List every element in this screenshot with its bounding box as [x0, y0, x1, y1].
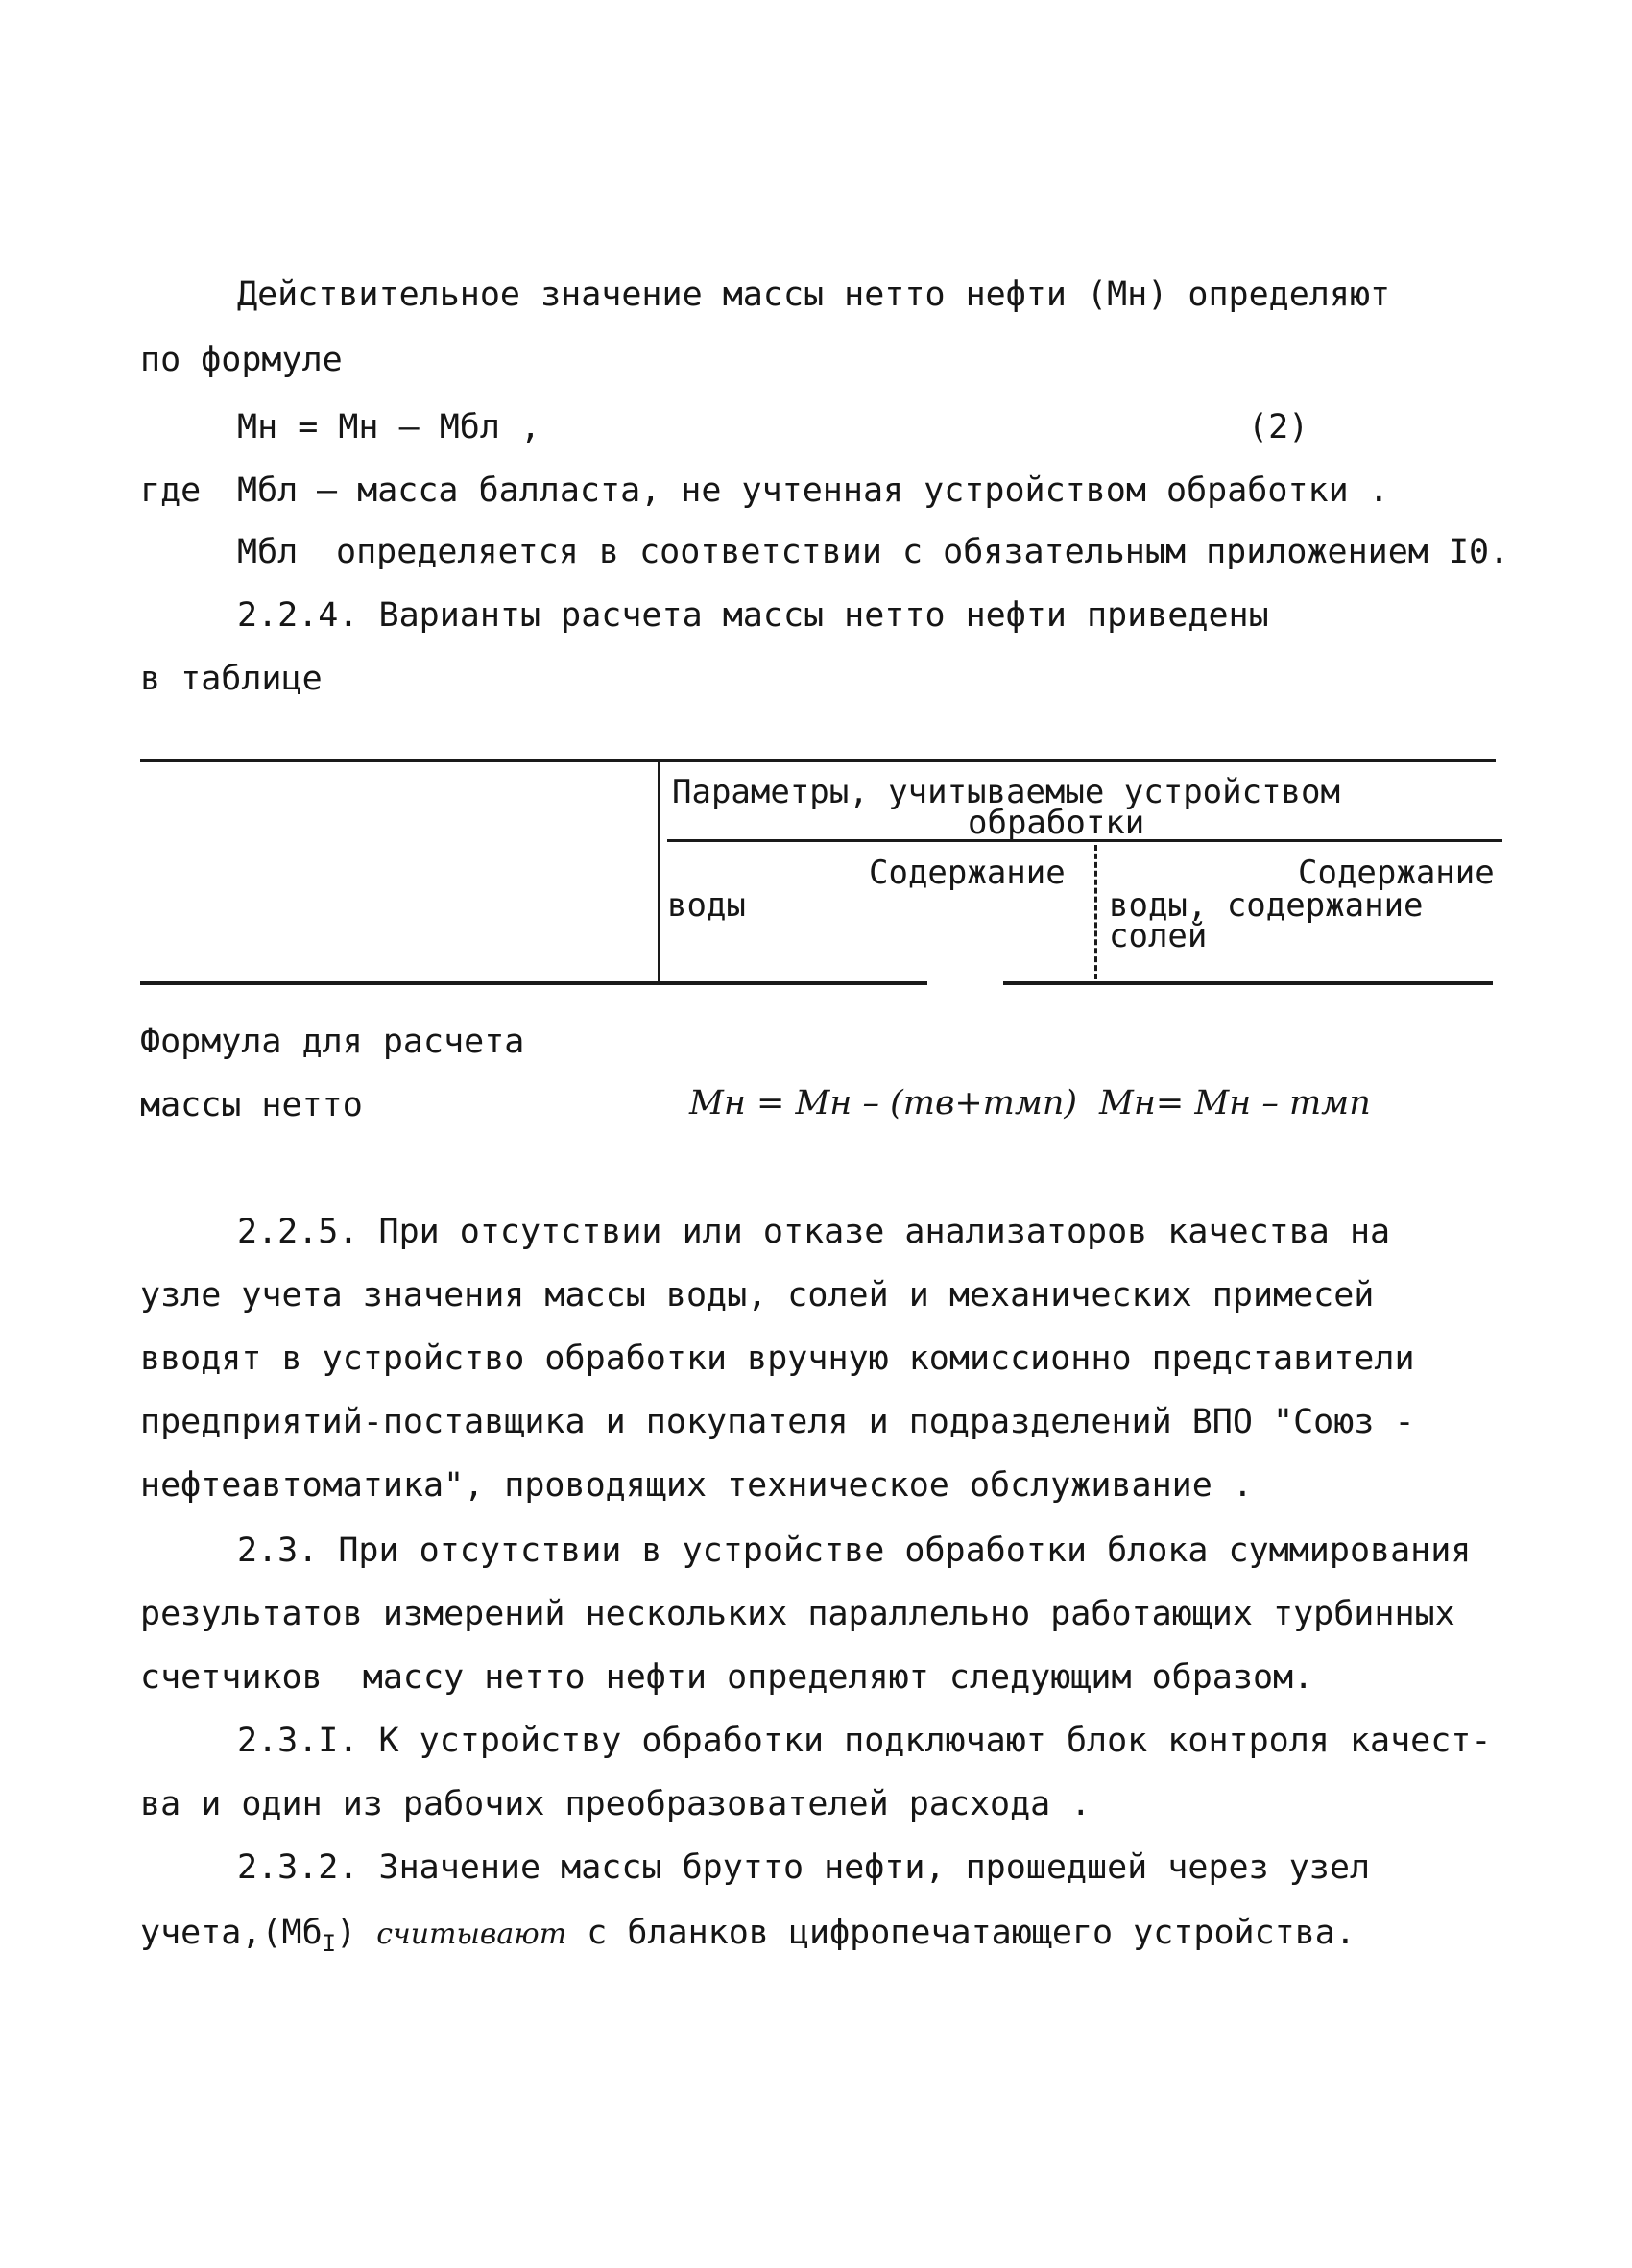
paragraph-line: узле учета значения массы воды, солей и механических примесей — [140, 1276, 1375, 1315]
where-text: – масса балласта, не учтенная устройством обработки . — [317, 471, 1389, 510]
paragraph-line: 2.2.4. Варианты расчета массы нетто нефти приведены — [237, 596, 1269, 635]
paragraph-line: нефтеавтоматика", проводящих техническое обслуживание . — [140, 1466, 1253, 1505]
mass-label: учета,(Мб — [140, 1914, 323, 1952]
table-row-label: Формула для расчета — [140, 1023, 525, 1061]
paragraph-line: 2.3.2. Значение массы брутто нефти, прошедшей через узел — [237, 1848, 1371, 1887]
table-formula-col1: Мн = Мн – (mв+mмп) — [689, 1084, 1078, 1122]
table-bottom-rule — [1003, 981, 1493, 985]
table-col2-header: воды, содержание — [1109, 886, 1424, 925]
table-bottom-rule — [140, 981, 927, 985]
note-text: определяется в соответствии с обязательным приложением I0. — [336, 533, 1510, 571]
table-divider-mid — [1094, 845, 1097, 979]
paragraph-line: в таблице — [140, 660, 323, 698]
table-col2-header: солей — [1109, 917, 1208, 955]
paragraph-line: результатов измерений нескольких параллельно работающих турбинных — [140, 1595, 1455, 1633]
paragraph-line: по формуле — [140, 341, 343, 379]
table-divider-left — [658, 760, 660, 983]
paragraph-line: 2.3.I. К устройству обработки подключают блок контроля качест- — [237, 1722, 1492, 1760]
table-group-header: Параметры, учитываемые устройством — [672, 773, 1340, 811]
mass-subscript: I — [322, 1930, 337, 1957]
paragraph-line: счетчиков массу нетто нефти определяют следующим образом. — [140, 1658, 1314, 1697]
table-header-rule — [667, 839, 1502, 842]
paragraph-line: ва и один из рабочих преобразователей расхода . — [140, 1785, 1092, 1823]
line-rest: с бланков цифропечатающего устройства. — [587, 1914, 1356, 1952]
formula-main: Мн = Мн – Мбл , — [237, 408, 541, 446]
where-label: где — [140, 471, 202, 510]
formula-number: (2) — [1248, 408, 1309, 446]
paragraph-line: 2.2.5. При отсутствии или отказе анализаторов качества на — [237, 1213, 1391, 1251]
table-col1-header: воды — [667, 886, 746, 925]
table-group-header: обработки — [968, 804, 1145, 842]
table-formula-col2: Мн= Мн – mмп — [1099, 1084, 1371, 1122]
paragraph-line: вводят в устройство обработки вручную комиссионно представители — [140, 1339, 1415, 1378]
table-col1-header: Содержание — [869, 854, 1066, 892]
table-row-label: массы нетто — [140, 1086, 363, 1124]
paragraph-line: Действительное значение массы нетто нефти (Мн) определяют — [237, 276, 1391, 314]
note-symbol: Мбл — [237, 533, 299, 571]
table-top-rule — [140, 759, 1496, 762]
paragraph-line: предприятий-поставщика и покупателя и подразделений ВПО "Союз - — [140, 1403, 1415, 1441]
handwritten-word: считывают — [376, 1918, 567, 1951]
mass-label-close: ) — [336, 1914, 357, 1952]
where-symbol: Мбл — [237, 471, 299, 510]
table-col2-header: Содержание — [1298, 854, 1495, 892]
paragraph-line — [140, 1914, 1356, 1957]
paragraph-line: 2.3. При отсутствии в устройстве обработки блока суммирования — [237, 1532, 1472, 1570]
